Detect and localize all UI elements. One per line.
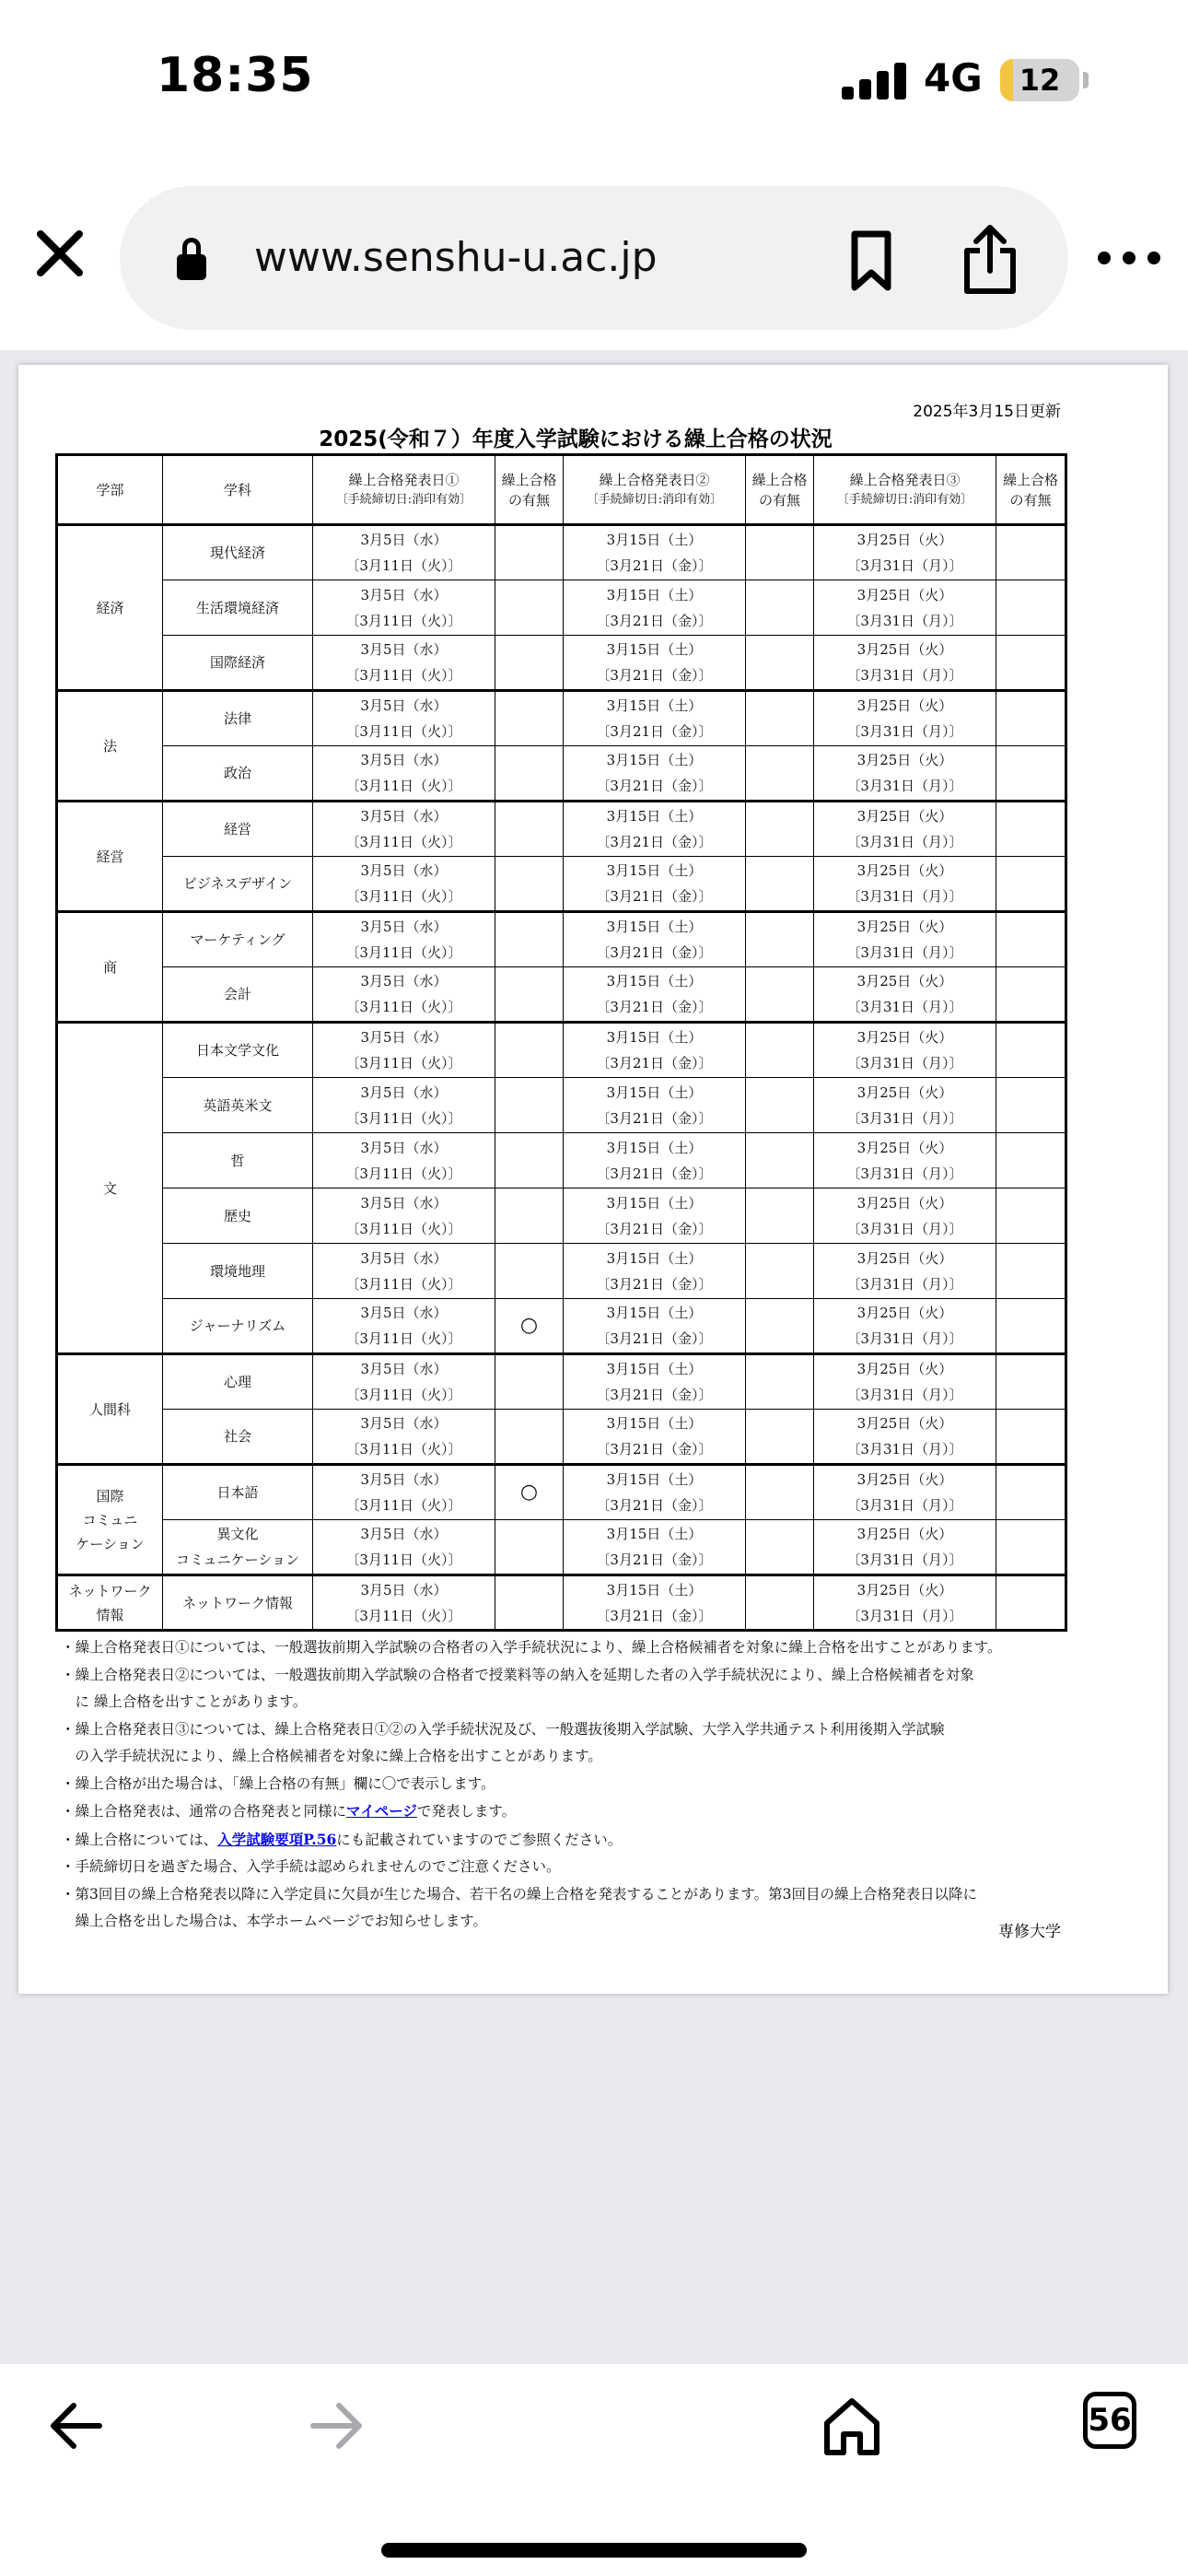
announcement-date-2: 3月15日（土） 〔3月21日（金）〕 bbox=[564, 1465, 746, 1520]
announcement-date-3: 3月25日（火） 〔3月31日（月）〕 bbox=[814, 1575, 996, 1631]
table-row bbox=[57, 580, 1066, 636]
announcement-date-1: 3月5日（水） 〔3月11日（火）〕 bbox=[313, 746, 495, 802]
availability-mark-1 bbox=[495, 525, 564, 580]
more-button[interactable] bbox=[1098, 247, 1160, 269]
home-button[interactable] bbox=[820, 2394, 884, 2458]
lock-icon bbox=[177, 238, 206, 280]
availability-mark-1 bbox=[495, 1520, 564, 1575]
announcement-date-1: 3月5日（水） 〔3月11日（火）〕 bbox=[313, 1520, 495, 1575]
availability-mark-3 bbox=[996, 1244, 1066, 1299]
back-button[interactable] bbox=[44, 2394, 109, 2458]
announcement-date-3: 3月25日（火） 〔3月31日（月）〕 bbox=[814, 691, 996, 746]
availability-mark-3 bbox=[996, 1299, 1066, 1354]
note-link[interactable]: マイページ bbox=[346, 1802, 417, 1820]
announcement-date-2: 3月15日（土） 〔3月21日（金）〕 bbox=[564, 857, 746, 912]
department-cell: 政治 bbox=[163, 746, 313, 802]
battery-icon bbox=[1000, 59, 1079, 101]
header-date-2: 繰上合格発表日② 〔手続締切日:消印有効〕 bbox=[564, 455, 746, 525]
close-button[interactable] bbox=[29, 223, 90, 284]
announcement-date-3: 3月25日（火） 〔3月31日（月）〕 bbox=[814, 636, 996, 691]
announcement-date-1: 3月5日（水） 〔3月11日（火）〕 bbox=[313, 1575, 495, 1631]
table-row bbox=[57, 1354, 1066, 1410]
department-cell: 心理 bbox=[163, 1354, 313, 1410]
department-cell: 日本文学文化 bbox=[163, 1023, 313, 1078]
update-date: 2025年3月15日更新 bbox=[913, 403, 1061, 421]
availability-mark-2 bbox=[746, 691, 814, 746]
table-header-row bbox=[57, 455, 1066, 525]
availability-mark-1 bbox=[495, 857, 564, 912]
department-cell: 異文化 コミュニケーション bbox=[163, 1520, 313, 1575]
table-row bbox=[57, 1023, 1066, 1078]
department-cell: 生活環境経済 bbox=[163, 580, 313, 636]
announcement-date-1: 3月5日（水） 〔3月11日（火）〕 bbox=[313, 1244, 495, 1299]
availability-mark-3 bbox=[996, 912, 1066, 967]
announcement-date-1: 3月5日（水） 〔3月11日（火）〕 bbox=[313, 967, 495, 1023]
signal-strength-icon bbox=[842, 63, 908, 100]
tab-switcher-button[interactable]: 56 bbox=[1083, 2392, 1136, 2449]
announcement-date-1: 3月5日（水） 〔3月11日（火）〕 bbox=[313, 525, 495, 580]
announcement-date-3: 3月25日（火） 〔3月31日（月）〕 bbox=[814, 1078, 996, 1133]
table-body bbox=[57, 525, 1066, 1631]
availability-mark-2 bbox=[746, 1023, 814, 1078]
announcement-date-2: 3月15日（土） 〔3月21日（金）〕 bbox=[564, 525, 746, 580]
announcement-date-2: 3月15日（土） 〔3月21日（金）〕 bbox=[564, 1133, 746, 1188]
availability-mark-2 bbox=[746, 1465, 814, 1520]
note-line: 繰上合格を出した場合は、本学ホームページでお知らせします。 bbox=[61, 1913, 487, 1929]
availability-mark-1 bbox=[495, 1023, 564, 1078]
announcement-date-2: 3月15日（土） 〔3月21日（金）〕 bbox=[564, 802, 746, 857]
availability-mark-3 bbox=[996, 967, 1066, 1023]
availability-mark-2 bbox=[746, 1575, 814, 1631]
battery-level: 12 bbox=[1019, 63, 1061, 98]
announcement-date-3: 3月25日（火） 〔3月31日（月）〕 bbox=[814, 1520, 996, 1575]
availability-mark-2 bbox=[746, 1244, 814, 1299]
note-line: の入学手続状況により、繰上合格候補者を対象に繰上合格を出すことがあります。 bbox=[61, 1748, 602, 1764]
note-line: ・繰上合格発表日①については、一般選抜前期入学試験の合格者の入学手続状況により、繰上合格候補者を対象に繰上合格を出すことがあります。 bbox=[61, 1639, 1002, 1656]
network-type: 4G bbox=[924, 55, 983, 100]
department-cell: 英語英米文 bbox=[163, 1078, 313, 1133]
availability-mark-1 bbox=[495, 580, 564, 636]
announcement-date-3: 3月25日（火） 〔3月31日（月）〕 bbox=[814, 857, 996, 912]
battery-cap bbox=[1083, 72, 1089, 88]
availability-mark-1 bbox=[495, 1575, 564, 1631]
announcement-date-1: 3月5日（水） 〔3月11日（火）〕 bbox=[313, 1410, 495, 1465]
announcement-date-2: 3月15日（土） 〔3月21日（金）〕 bbox=[564, 1299, 746, 1354]
announcement-date-3: 3月25日（火） 〔3月31日（月）〕 bbox=[814, 1244, 996, 1299]
availability-mark-1 bbox=[495, 1078, 564, 1133]
availability-mark-3 bbox=[996, 636, 1066, 691]
availability-mark-2 bbox=[746, 912, 814, 967]
availability-mark-2 bbox=[746, 636, 814, 691]
close-icon bbox=[29, 223, 90, 284]
availability-mark-3 bbox=[996, 1465, 1066, 1520]
department-cell: 国際経済 bbox=[163, 636, 313, 691]
header-department: 学科 bbox=[163, 455, 313, 525]
table-row bbox=[57, 525, 1066, 580]
availability-mark-3 bbox=[996, 1575, 1066, 1631]
forward-button[interactable] bbox=[304, 2394, 368, 2458]
table-row bbox=[57, 691, 1066, 746]
availability-mark-1 bbox=[495, 912, 564, 967]
university-name: 専修大学 bbox=[998, 1923, 1061, 1941]
bookmark-icon bbox=[844, 228, 899, 293]
availability-mark-2 bbox=[746, 1410, 814, 1465]
availability-mark-1 bbox=[495, 1354, 564, 1410]
department-cell: 会計 bbox=[163, 967, 313, 1023]
availability-mark-3 bbox=[996, 1520, 1066, 1575]
availability-mark-3 bbox=[996, 746, 1066, 802]
announcement-date-3: 3月25日（火） 〔3月31日（月）〕 bbox=[814, 1188, 996, 1244]
note-line: ・手続締切日を過ぎた場合、入学手続は認められませんのでご注意ください。 bbox=[61, 1858, 561, 1875]
status-bar bbox=[0, 0, 1188, 166]
table-row bbox=[57, 1410, 1066, 1465]
department-cell: ビジネスデザイン bbox=[163, 857, 313, 912]
availability-mark-3 bbox=[996, 1410, 1066, 1465]
announcement-date-2: 3月15日（土） 〔3月21日（金）〕 bbox=[564, 1520, 746, 1575]
faculty-cell: 経済 bbox=[57, 525, 163, 691]
department-cell: ジャーナリズム bbox=[163, 1299, 313, 1354]
availability-mark-3 bbox=[996, 857, 1066, 912]
header-date-3: 繰上合格発表日③ 〔手続締切日:消印有効〕 bbox=[814, 455, 996, 525]
announcement-date-2: 3月15日（土） 〔3月21日（金）〕 bbox=[564, 1078, 746, 1133]
availability-mark-2 bbox=[746, 857, 814, 912]
availability-mark-3 bbox=[996, 1023, 1066, 1078]
availability-mark-2 bbox=[746, 967, 814, 1023]
bottom-toolbar bbox=[0, 2364, 1188, 2576]
announcement-date-2: 3月15日（土） 〔3月21日（金）〕 bbox=[564, 636, 746, 691]
note-line: ・第3回目の繰上合格発表以降に入学定員に欠員が生じた場合、若干名の繰上合格を発表することがあります。第3回目の繰上合格発表日以降に bbox=[61, 1885, 977, 1903]
admission-status-table bbox=[55, 453, 1067, 1632]
availability-mark-3 bbox=[996, 1078, 1066, 1133]
department-cell: 現代経済 bbox=[163, 525, 313, 580]
announcement-date-1: 3月5日（水） 〔3月11日（火）〕 bbox=[313, 1188, 495, 1244]
document-title: 2025(令和７）年度入学試験における繰上合格の状況 bbox=[319, 427, 833, 451]
availability-mark-1 bbox=[495, 967, 564, 1023]
announcement-date-2: 3月15日（土） 〔3月21日（金）〕 bbox=[564, 1023, 746, 1078]
share-button[interactable] bbox=[960, 223, 1020, 297]
availability-mark-1 bbox=[495, 1188, 564, 1244]
availability-mark-1: ○ bbox=[495, 1299, 564, 1354]
announcement-date-3: 3月25日（火） 〔3月31日（月）〕 bbox=[814, 1133, 996, 1188]
announcement-date-2: 3月15日（土） 〔3月21日（金）〕 bbox=[564, 912, 746, 967]
faculty-cell: 人間科 bbox=[57, 1354, 163, 1465]
announcement-date-2: 3月15日（土） 〔3月21日（金）〕 bbox=[564, 1244, 746, 1299]
note-line: ・繰上合格発表は、通常の合格発表と同様にマイページで発表します。 bbox=[61, 1802, 517, 1820]
faculty-cell: ネットワーク 情報 bbox=[57, 1575, 163, 1631]
announcement-date-1: 3月5日（水） 〔3月11日（火）〕 bbox=[313, 1078, 495, 1133]
header-availability-3: 繰上合格 の有無 bbox=[996, 455, 1066, 525]
department-cell: 環境地理 bbox=[163, 1244, 313, 1299]
announcement-date-2: 3月15日（土） 〔3月21日（金）〕 bbox=[564, 1575, 746, 1631]
availability-mark-3 bbox=[996, 525, 1066, 580]
availability-mark-3 bbox=[996, 802, 1066, 857]
department-cell: マーケティング bbox=[163, 912, 313, 967]
note-line: ・繰上合格については、入学試験要項P.56にも記載されていますのでご参照ください。 bbox=[61, 1830, 623, 1848]
forward-arrow-icon bbox=[304, 2394, 368, 2458]
table-row bbox=[57, 1078, 1066, 1133]
table-row bbox=[57, 912, 1066, 967]
announcement-date-1: 3月5日（水） 〔3月11日（火）〕 bbox=[313, 802, 495, 857]
header-date-1: 繰上合格発表日① 〔手続締切日:消印有効〕 bbox=[313, 455, 495, 525]
availability-mark-2 bbox=[746, 1299, 814, 1354]
announcement-date-3: 3月25日（火） 〔3月31日（月）〕 bbox=[814, 802, 996, 857]
announcement-date-3: 3月25日（火） 〔3月31日（月）〕 bbox=[814, 912, 996, 967]
announcement-date-3: 3月25日（火） 〔3月31日（月）〕 bbox=[814, 967, 996, 1023]
table-row bbox=[57, 1133, 1066, 1188]
announcement-date-3: 3月25日（火） 〔3月31日（月）〕 bbox=[814, 1354, 996, 1410]
availability-mark-1: ○ bbox=[495, 1465, 564, 1520]
table-row bbox=[57, 746, 1066, 802]
notes-section bbox=[61, 1634, 1147, 1936]
availability-mark-2 bbox=[746, 525, 814, 580]
table-row bbox=[57, 1465, 1066, 1520]
availability-mark-3 bbox=[996, 1188, 1066, 1244]
announcement-date-3: 3月25日（火） 〔3月31日（月）〕 bbox=[814, 580, 996, 636]
announcement-date-1: 3月5日（水） 〔3月11日（火）〕 bbox=[313, 1465, 495, 1520]
announcement-date-1: 3月5日（水） 〔3月11日（火）〕 bbox=[313, 691, 495, 746]
share-icon bbox=[960, 223, 1020, 297]
announcement-date-1: 3月5日（水） 〔3月11日（火）〕 bbox=[313, 1023, 495, 1078]
announcement-date-3: 3月25日（火） 〔3月31日（月）〕 bbox=[814, 1299, 996, 1354]
announcement-date-3: 3月25日（火） 〔3月31日（月）〕 bbox=[814, 1410, 996, 1465]
header-faculty: 学部 bbox=[57, 455, 163, 525]
availability-mark-2 bbox=[746, 1354, 814, 1410]
department-cell: 日本語 bbox=[163, 1465, 313, 1520]
availability-mark-1 bbox=[495, 1410, 564, 1465]
announcement-date-1: 3月5日（水） 〔3月11日（火）〕 bbox=[313, 580, 495, 636]
availability-mark-3 bbox=[996, 580, 1066, 636]
table-row bbox=[57, 967, 1066, 1023]
note-line: ・繰上合格発表日③については、繰上合格発表日①②の入学手続状況及び、一般選抜後期入学試験、大学入学共通テスト利用後期入学試験 bbox=[61, 1720, 945, 1738]
availability-mark-2 bbox=[746, 802, 814, 857]
browser-toolbar bbox=[0, 166, 1188, 350]
announcement-date-2: 3月15日（土） 〔3月21日（金）〕 bbox=[564, 1354, 746, 1410]
department-cell: 社会 bbox=[163, 1410, 313, 1465]
availability-mark-1 bbox=[495, 802, 564, 857]
availability-mark-3 bbox=[996, 691, 1066, 746]
faculty-cell: 法 bbox=[57, 691, 163, 802]
availability-mark-1 bbox=[495, 746, 564, 802]
announcement-date-2: 3月15日（土） 〔3月21日（金）〕 bbox=[564, 691, 746, 746]
back-arrow-icon bbox=[44, 2394, 109, 2458]
note-link[interactable]: 入学試験要項P.56 bbox=[217, 1830, 337, 1848]
department-cell: ネットワーク情報 bbox=[163, 1575, 313, 1631]
availability-mark-1 bbox=[495, 1133, 564, 1188]
note-line: ・繰上合格が出た場合は、「繰上合格の有無」欄に〇で表示します。 bbox=[61, 1774, 495, 1792]
availability-mark-3 bbox=[996, 1133, 1066, 1188]
header-availability-1: 繰上合格 の有無 bbox=[495, 455, 564, 525]
note-line: ・繰上合格発表日②については、一般選抜前期入学試験の合格者で授業料等の納入を延期した者の入学手続状況により、繰上合格候補者を対象 bbox=[61, 1666, 974, 1683]
table-row bbox=[57, 1299, 1066, 1354]
address-bar[interactable] bbox=[120, 186, 1068, 330]
availability-mark-2 bbox=[746, 1078, 814, 1133]
note-line: に 繰上合格を出すことがあります。 bbox=[61, 1693, 308, 1710]
announcement-date-3: 3月25日（火） 〔3月31日（月）〕 bbox=[814, 1023, 996, 1078]
url-text[interactable]: www.senshu-u.ac.jp bbox=[254, 234, 658, 281]
table-row bbox=[57, 857, 1066, 912]
table-row bbox=[57, 1244, 1066, 1299]
announcement-date-2: 3月15日（土） 〔3月21日（金）〕 bbox=[564, 746, 746, 802]
availability-mark-2 bbox=[746, 1133, 814, 1188]
table-row bbox=[57, 1520, 1066, 1575]
availability-mark-1 bbox=[495, 1244, 564, 1299]
department-cell: 哲 bbox=[163, 1133, 313, 1188]
availability-mark-1 bbox=[495, 691, 564, 746]
availability-mark-2 bbox=[746, 746, 814, 802]
home-indicator[interactable] bbox=[381, 2543, 807, 2558]
header-availability-2: 繰上合格 の有無 bbox=[746, 455, 814, 525]
home-icon bbox=[820, 2394, 884, 2458]
announcement-date-3: 3月25日（火） 〔3月31日（月）〕 bbox=[814, 525, 996, 580]
announcement-date-1: 3月5日（水） 〔3月11日（火）〕 bbox=[313, 1354, 495, 1410]
bookmark-button[interactable] bbox=[844, 228, 899, 293]
pdf-document[interactable] bbox=[18, 365, 1168, 1994]
announcement-date-2: 3月15日（土） 〔3月21日（金）〕 bbox=[564, 967, 746, 1023]
faculty-cell: 経営 bbox=[57, 802, 163, 912]
faculty-cell: 文 bbox=[57, 1023, 163, 1354]
faculty-cell: 商 bbox=[57, 912, 163, 1023]
announcement-date-2: 3月15日（土） 〔3月21日（金）〕 bbox=[564, 1410, 746, 1465]
table-row bbox=[57, 636, 1066, 691]
availability-mark-3 bbox=[996, 1354, 1066, 1410]
table-row bbox=[57, 1188, 1066, 1244]
status-time: 18:35 bbox=[157, 48, 314, 103]
availability-mark-2 bbox=[746, 580, 814, 636]
table-row bbox=[57, 1575, 1066, 1631]
more-icon bbox=[1098, 252, 1111, 264]
announcement-date-3: 3月25日（火） 〔3月31日（月）〕 bbox=[814, 746, 996, 802]
announcement-date-2: 3月15日（土） 〔3月21日（金）〕 bbox=[564, 1188, 746, 1244]
department-cell: 経営 bbox=[163, 802, 313, 857]
announcement-date-1: 3月5日（水） 〔3月11日（火）〕 bbox=[313, 857, 495, 912]
table-row bbox=[57, 802, 1066, 857]
announcement-date-2: 3月15日（土） 〔3月21日（金）〕 bbox=[564, 580, 746, 636]
department-cell: 歴史 bbox=[163, 1188, 313, 1244]
announcement-date-1: 3月5日（水） 〔3月11日（火）〕 bbox=[313, 912, 495, 967]
faculty-cell: 国際 コミュニ ケーション bbox=[57, 1465, 163, 1575]
announcement-date-1: 3月5日（水） 〔3月11日（火）〕 bbox=[313, 1133, 495, 1188]
availability-mark-2 bbox=[746, 1188, 814, 1244]
availability-mark-1 bbox=[495, 636, 564, 691]
department-cell: 法律 bbox=[163, 691, 313, 746]
availability-mark-2 bbox=[746, 1520, 814, 1575]
announcement-date-1: 3月5日（水） 〔3月11日（火）〕 bbox=[313, 636, 495, 691]
announcement-date-3: 3月25日（火） 〔3月31日（月）〕 bbox=[814, 1465, 996, 1520]
announcement-date-1: 3月5日（水） 〔3月11日（火）〕 bbox=[313, 1299, 495, 1354]
